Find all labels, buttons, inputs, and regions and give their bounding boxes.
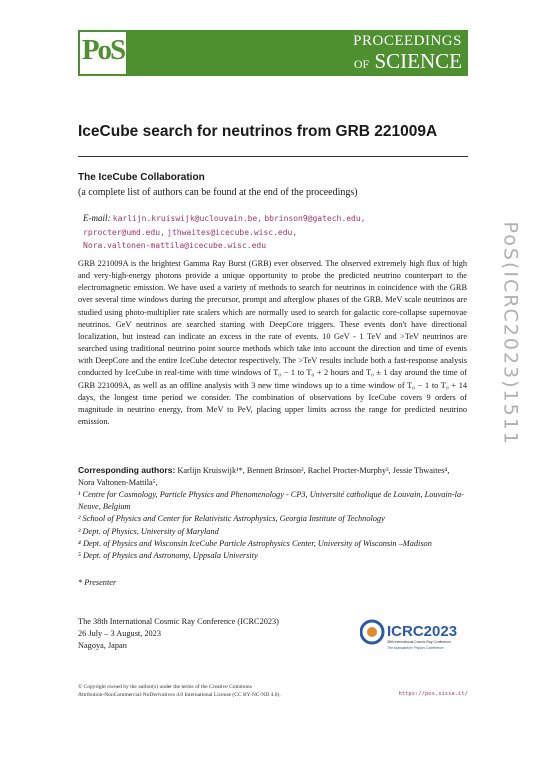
proceedings-of-science-title	[353, 34, 462, 72]
icrc-logo-sub2: The Astroparticle Physics Conference	[387, 646, 444, 650]
affiliation-5: ⁵ Dept. of Physics and Astronomy, Uppsala University	[78, 551, 258, 561]
email-label: E-mail:	[83, 213, 111, 223]
icrc-logo	[360, 616, 466, 656]
icrc-logo-title: ICRC2023	[387, 623, 458, 640]
license-footer	[78, 684, 468, 699]
affiliation-1: ¹ Centre for Cosmology, Particle Physics and Phenomenology - CP3, Université catholique de Louvain, Louvain-la-Neuve, Belgium	[78, 490, 464, 512]
license-line: Attribution-NonCommercial-NoDerivatives 4.0 International License (CC BY-NC-ND 4.0).	[78, 691, 281, 698]
affiliation-4: ⁴ Dept. of Physics and Wisconsin IceCube Particle Astrophysics Center, University of Wisconsin –Madison	[78, 538, 432, 548]
affiliation-2: ² School of Physics and Center for Relativistic Astrophysics, Georgia Institute of Technology	[78, 514, 385, 524]
affiliations	[78, 489, 467, 562]
title-of-science	[353, 51, 462, 72]
affiliation-3: ³ Dept. of Physics, University of Maryland	[78, 526, 219, 536]
conference-name: The 38th International Cosmic Ray Conference (ICRC2023)	[78, 617, 279, 626]
conference-info	[78, 616, 279, 653]
email-block	[83, 212, 468, 253]
corr-label: Corresponding authors:	[78, 465, 176, 475]
collaboration-name: The IceCube Collaboration	[78, 172, 205, 183]
title-rule	[78, 156, 468, 157]
conference-location: Nagoya, Japan	[78, 641, 127, 651]
corr-author-list: Karlijn Kruiswijk¹*, Bennett Brinson², Rachel Procter-Murphy³, Jessie Thwaites⁴, Nora Valtonen-Mattila⁵,	[78, 466, 450, 487]
corresponding-authors	[78, 464, 467, 489]
email-link-4[interactable]: jthwaites@icecube.wisc.edu,	[167, 227, 298, 237]
icrc-logo-sub1: 38th International Cosmic Ray Conference	[387, 640, 451, 644]
side-identifier-text: PoS(ICRC2023)1511	[499, 221, 522, 446]
paper-title: IceCube search for neutrinos from GRB 221009A	[78, 123, 438, 140]
icrc-logo-core	[367, 627, 377, 637]
side-identifier	[498, 222, 520, 497]
title-proceedings: PROCEEDINGS	[353, 33, 462, 49]
collaboration-note: (a complete list of authors can be found at the end of the proceedings)	[78, 187, 358, 198]
conference-dates: 26 July – 3 August, 2023	[78, 629, 161, 639]
email-link-5[interactable]: Nora.valtonen-mattila@icecube.wisc.edu	[83, 241, 267, 250]
pos-url-link[interactable]: https://pos.sissa.it/	[398, 691, 468, 697]
email-link-2[interactable]: bbrinson9@gatech.edu,	[264, 214, 366, 223]
pos-logo-text: PoS	[81, 34, 125, 66]
title-science: SCIENCE	[374, 49, 462, 73]
title-of: OF	[353, 57, 370, 71]
abstract: GRB 221009A is the brightest Gamma Ray Burst (GRB) ever observed. The observed extremely high flux of high and very-high-energy photons provide a unique opportunity to probe the predicted neutrino counterpart to the electromagnetic emission. We have used a variety of methods to search for neutrinos in coincidence with the GRB over several time windows during the precursor, prompt and afterglow phases of the GRB. MeV scale neutrinos are studied using photo-multiplier rate scalers which are normally used to search for galactic core-collapse supernovae neutrinos. GeV neutrinos are searched starting with DeepCore triggers. These events don't have directional localization, but instead can indicate an excess in the rate of events. 10 GeV - 1 TeV and >TeV neutrinos are searched using traditional neutrino point source methods which take into account the direction and time of events with DeepCore and the entire IceCube detector respectively. The >TeV results include both a fast-response analysis conducted by IceCube in real-time with time windows of T₀ − 1 to T₀ + 2 hours and T₀ ± 1 day around the time of GRB 221009A, as well as an offline analysis with 3 new time windows up to a time window of T₀ − 1 to T₀ + 14 days, the longest time period we consider. The combination of observations by IceCube covers 9 orders of magnitude in neutrino energy, from MeV to PeV, placing upper limits across the range for predicted neutrino emission.	[78, 259, 467, 427]
copyright-line: © Copyright owned by the author(s) under the terms of the Creative Commons	[78, 684, 252, 690]
presenter-note: * Presenter	[78, 578, 117, 587]
pos-logo	[80, 32, 126, 74]
email-link-1[interactable]: karlijn.kruiswijk@uclouvain.be,	[112, 214, 263, 223]
email-link-3[interactable]: rprocter@umd.edu,	[83, 227, 165, 237]
